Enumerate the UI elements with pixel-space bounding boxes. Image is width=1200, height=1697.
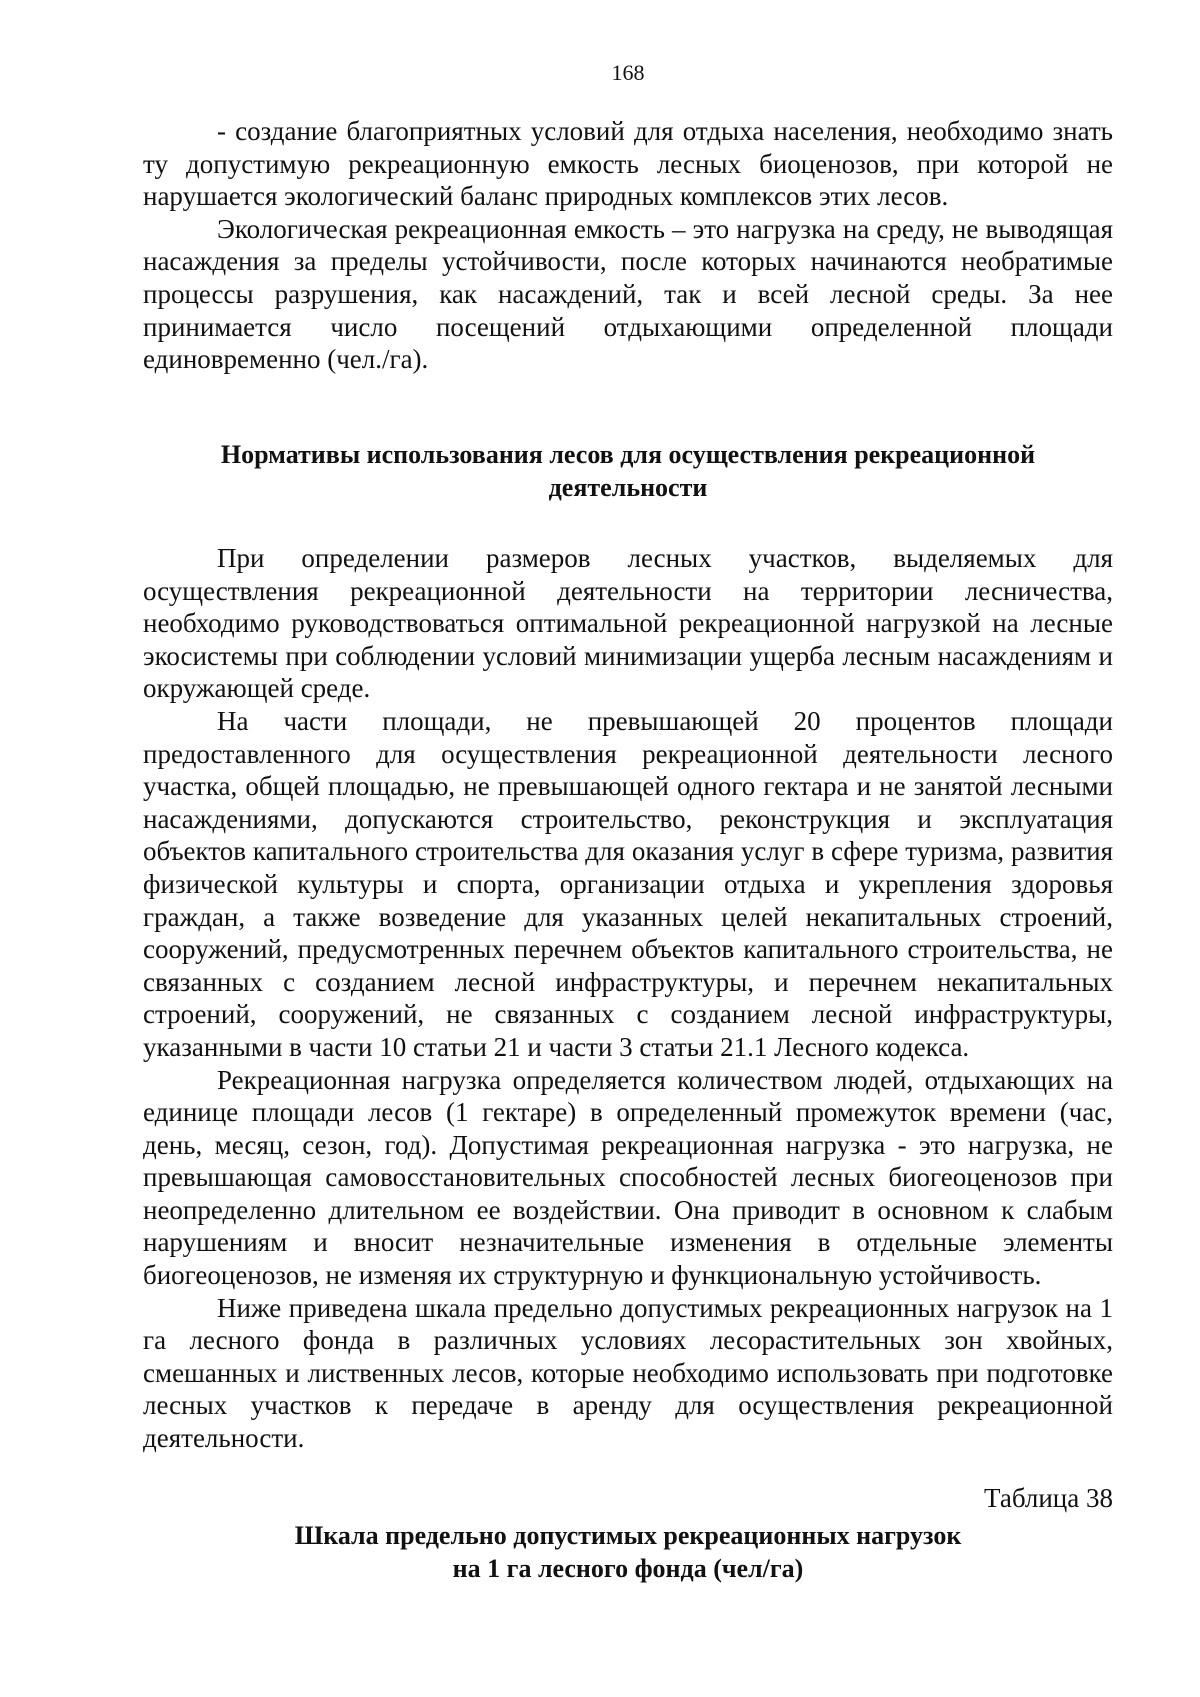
- section-heading: [143, 438, 1113, 504]
- table-title-line-2: на 1 га лесного фонда (чел/га): [452, 1554, 804, 1583]
- intro-paragraph-2: Экологическая рекреационная емкость – это нагрузка на среду, не выводящая насаждения за пределы устойчивости, после которых начинаются необратимые процессы разрушения, как насаждений, так и всей лесной среды. За нее принимается число посещений отдыхающими определенной площади единовременно (чел./га).: [143, 213, 1113, 375]
- table-title-line-1: Шкала предельно допустимых рекреационных нагрузок: [294, 1521, 962, 1550]
- intro-block: [143, 115, 1113, 376]
- section-heading-line-1: Нормативы использования лесов для осуществления рекреационной: [220, 440, 1036, 469]
- table-title: [143, 1519, 1113, 1585]
- section-body: [143, 542, 1113, 1455]
- intro-paragraph-1: - создание благоприятных условий для отдыха населения, необходимо знать ту допустимую рекреационную емкость лесных биоценозов, при которой не нарушается экологический баланс природных комплексов этих лесов.: [143, 116, 1113, 212]
- section-paragraph-2: На части площади, не превышающей 20 процентов площади предоставленного для осуществления рекреационной деятельности лесного участка, общей площадью, не превышающей одного гектара и не занятой лесными насаждениями, допускаются строительство, реконструкция и эксплуатация объектов капитального строительства для оказания услуг в сфере туризма, развития физической культуры и спорта, организации отдыха и укрепления здоровья граждан, а также возведение для указанных целей некапитальных строений, сооружений, предусмотренных перечнем объектов капитального строительства, не связанных с созданием лесной инфраструктуры, и перечнем некапитальных строений, сооружений, не связанных с созданием лесной инфраструктуры, указанными в части 10 статьи 21 и части 3 статьи 21.1 Лесного кодекса.: [143, 705, 1113, 1062]
- section-paragraph-3: Рекреационная нагрузка определяется количеством людей, отдыхающих на единице площади лесов (1 гектаре) в определенный промежуток времени (час, день, месяц, сезон, год). Допустимая рекреационная нагрузка - это нагрузка, не превышающая самовосстановительных способностей лесных биогеоценозов при неопределенно длительном ее воздействии. Она приводит в основном к слабым нарушениям и вносит незначительные изменения в отдельные элементы биогеоценозов, не изменяя их структурную и функциональную устойчивость.: [143, 1064, 1113, 1291]
- page-number: 168: [611, 60, 645, 85]
- section-paragraph-1: При определении размеров лесных участков, выделяемых для осуществления рекреационной деятельности на территории лесничества, необходимо руководствоваться оптимальной рекреационной нагрузкой на лесные экосистемы при соблюдении условий минимизации ущерба лесным насаждениям и окружающей среде.: [143, 543, 1113, 704]
- section-heading-line-2: деятельности: [548, 473, 708, 502]
- table-label: Таблица 38: [984, 1483, 1113, 1513]
- section-paragraph-4: Ниже приведена шкала предельно допустимых рекреационных нагрузок на 1 га лесного фонда в различных условиях лесорастительных зон хвойных, смешанных и лиственных лесов, которые необходимо использовать при подготовке лесных участков к передаче в аренду для осуществления рекреационной деятельности.: [143, 1292, 1113, 1454]
